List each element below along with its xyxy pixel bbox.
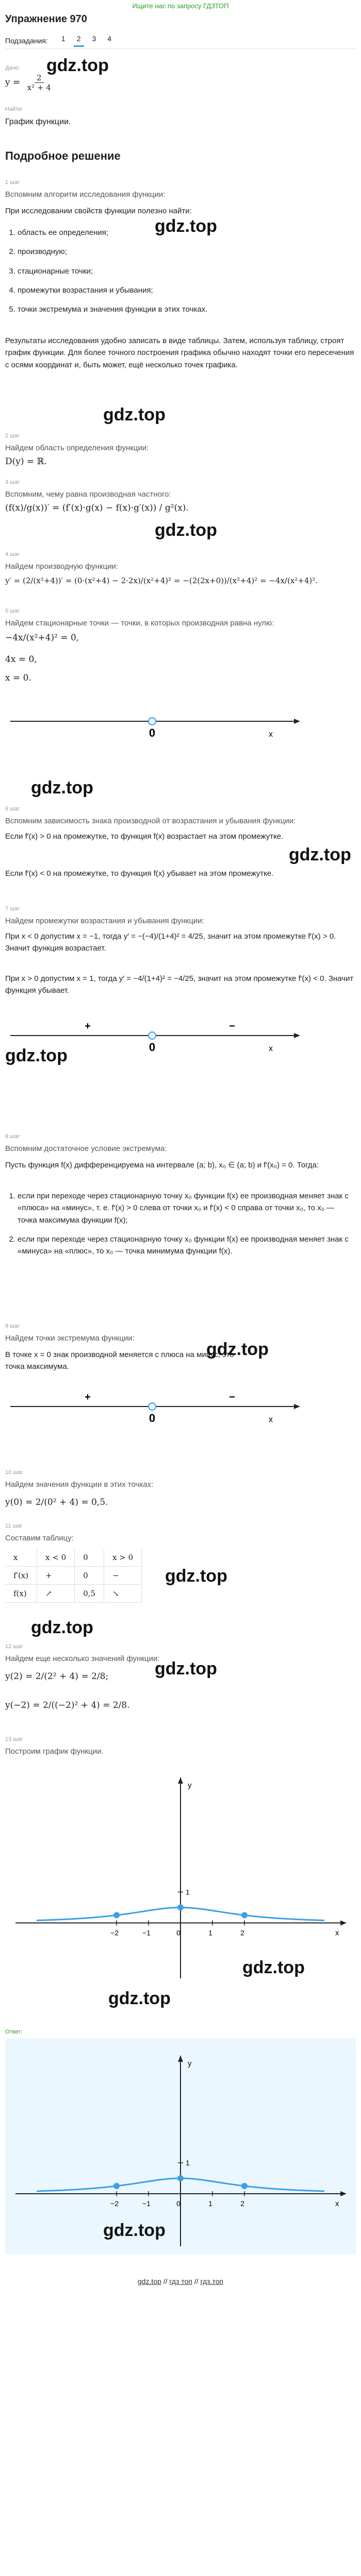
watermark: gdz.top xyxy=(5,1046,68,1065)
subtasks-nav xyxy=(5,33,361,48)
table-cell: 0 xyxy=(75,1567,104,1585)
x-tick-label: 1 xyxy=(208,1928,212,1937)
x-tick-label: −1 xyxy=(142,2199,151,2208)
x-tick-label: 2 xyxy=(240,1928,244,1937)
table-cell: f(x) xyxy=(5,1585,37,1603)
footer-link-gdz-dot-top[interactable]: гдз.топ xyxy=(200,2277,224,2285)
step-label: 1 шаг xyxy=(5,179,20,185)
step-text: Результаты исследования удобно записать в виде таблицы. Затем, используя таблицу, строят график функции. Для более точного построения графика обычно находят точки его пересечения с осями координат и, быть может, ещё несколько точек графика. xyxy=(5,336,354,369)
axis-arrow xyxy=(294,1404,300,1409)
step-label: 12 шаг xyxy=(5,1643,23,1650)
watermark: gdz.top xyxy=(103,405,166,425)
step-math: y′ = (2/(x²+4))′ = (0·(x²+4) − 2·2x)/(x²+4)² = −(2(2x+0))/(x²+4)² = −4x/(x²+4)². xyxy=(5,576,318,585)
minus-sign: − xyxy=(229,1392,235,1403)
step-math: −4x/(x²+4)² = 0, xyxy=(5,633,79,643)
table-cell: ↘ xyxy=(104,1585,142,1603)
answer-graph xyxy=(5,2045,356,2251)
y-axis-arrow xyxy=(178,2056,183,2062)
watermark: gdz.top xyxy=(289,845,351,865)
step-math: x = 0. xyxy=(5,673,31,683)
step-text: При x > 0 допустим x = 1, тогда y′ = −4/(1+4)² = −4/25, значит на этом промежутке f′(x) < 0. Значит функция убывает. xyxy=(5,974,354,995)
y-axis-arrow xyxy=(178,1777,183,1784)
step-math: D(y) = ℝ. xyxy=(5,456,47,467)
y-tick-label: 1 xyxy=(186,2159,190,2167)
x-tick-label: 2 xyxy=(240,2199,244,2208)
list-item: 2. если при переходе через стационарную точку x₀ функции f(x) ее производная меняет знак с «минуса» на «плюс», то x₀ — точка минимума функции f(x). xyxy=(18,1233,356,1258)
table-cell: 0,5 xyxy=(75,1585,104,1603)
x-axis-arrow xyxy=(340,1920,347,1925)
table-cell: x xyxy=(5,1549,37,1567)
step-label: 11 шаг xyxy=(5,1523,23,1529)
subtask-tab-2[interactable]: 2 xyxy=(77,35,81,47)
watermark: gdz.top xyxy=(108,1989,171,2008)
zero-label: 0 xyxy=(149,1412,156,1425)
stationary-point xyxy=(149,1032,156,1039)
step-text: Найдем область определения функции: xyxy=(5,444,149,452)
x-tick-label: 0 xyxy=(176,1928,180,1937)
sign-table xyxy=(5,1549,142,1603)
step-text: Вспомним, чему равна производная частного: xyxy=(5,490,171,499)
step-text: Если f′(x) < 0 на промежутке, то функция f(x) убывает на этом промежутке. xyxy=(5,869,274,878)
step-label: 2 шаг xyxy=(5,433,20,439)
footer-link-gdz-top-ru[interactable]: гдз топ xyxy=(169,2277,192,2285)
x-tick-label: 1 xyxy=(208,2199,212,2208)
subtasks-label: Подзадания: xyxy=(5,37,48,45)
x-tick-label: −1 xyxy=(142,1928,151,1937)
axis-arrow xyxy=(294,719,300,724)
table-cell: + xyxy=(37,1567,75,1585)
step-label: 9 шаг xyxy=(5,1323,20,1329)
x-label: x xyxy=(269,1044,273,1053)
list-item: 3. стационарные точки; xyxy=(18,265,356,277)
watermark: gdz.top xyxy=(206,1340,269,1359)
graph-point xyxy=(177,1904,184,1910)
watermark: gdz.top xyxy=(103,2221,166,2240)
step-text: Составим таблицу: xyxy=(5,1534,74,1543)
stationary-point xyxy=(149,1403,156,1410)
page-title: Упражнение 970 xyxy=(5,13,87,25)
step-text: При x < 0 допустим x = −1, тогда y′ = −(−4)/(1+4)² = 4/25, значит на этом промежутке f′(x) > 0. Значит функция возрастает. xyxy=(5,932,336,953)
watermark: gdz.top xyxy=(31,778,93,798)
find-chip: Найти: xyxy=(5,106,23,112)
find-text: График функции. xyxy=(5,117,71,126)
subtask-tab-4[interactable]: 4 xyxy=(107,35,112,43)
zero-label: 0 xyxy=(149,726,156,739)
table-cell: ↗ xyxy=(37,1585,75,1603)
footer-sep: // xyxy=(163,2277,168,2285)
table-row xyxy=(5,1585,142,1603)
stationary-point xyxy=(149,718,156,725)
function-graph xyxy=(5,1767,356,1984)
footer-sep: // xyxy=(194,2277,199,2285)
table-row xyxy=(5,1549,142,1567)
given-chip: Дано: xyxy=(5,65,20,71)
table-cell: 0 xyxy=(75,1549,104,1567)
axis-arrow xyxy=(294,1033,300,1038)
divider xyxy=(5,48,356,49)
step-math: y(0) = 2/(0² + 4) = 0,5. xyxy=(5,1497,108,1507)
watermark: gdz.top xyxy=(155,520,217,540)
step-math: y(−2) = 2/((−2)² + 4) = 2/8. xyxy=(5,1700,130,1710)
step-label: 7 шаг xyxy=(5,906,20,912)
step-text: Вспомним достаточное условие экстремума: xyxy=(5,1144,167,1153)
step-label: 5 шаг xyxy=(5,608,20,614)
step-math: 4x = 0, xyxy=(5,654,37,665)
solution-title: Подробное решение xyxy=(5,149,121,162)
zero-label: 0 xyxy=(149,1041,156,1054)
watermark: gdz.top xyxy=(165,1566,227,1586)
watermark: gdz.top xyxy=(155,216,217,236)
step-text: Вспомним алгоритм исследования функции: xyxy=(5,190,166,199)
table-cell: f′(x) xyxy=(5,1567,37,1585)
given-formula: y = $\frac{2}{\text{x² + 4}}$ xyxy=(5,73,51,92)
x-axis-label: x xyxy=(335,2199,339,2208)
number-line xyxy=(5,706,356,747)
graph-point xyxy=(113,1912,120,1918)
watermark: gdz.top xyxy=(31,1618,93,1637)
x-axis-arrow xyxy=(340,2191,347,2196)
graph-point xyxy=(113,2183,120,2189)
step-label: 6 шаг xyxy=(5,806,20,812)
footer xyxy=(0,2277,361,2285)
step-text: Если f′(x) > 0 на промежутке, то функция f(x) возрастает на этом промежутке. xyxy=(5,832,284,841)
y-axis-label: y xyxy=(188,2059,192,2068)
answer-label: Ответ: xyxy=(5,2029,23,2035)
step-text: Построим график функции. xyxy=(5,1747,104,1756)
step-text: Найдем еще несколько значений функции: xyxy=(5,1654,160,1663)
search-hint-link[interactable]: Ищите нас по запросу ГДЗТОП xyxy=(132,2,229,10)
step-label: 4 шаг xyxy=(5,551,20,557)
step-text: Найдем промежутки возрастания и убывания функции: xyxy=(5,917,204,925)
table-cell: − xyxy=(104,1567,142,1585)
plus-sign: + xyxy=(85,1392,91,1403)
x-label: x xyxy=(269,730,273,739)
graph-point xyxy=(177,2175,184,2181)
x-tick-label: −2 xyxy=(110,2199,119,2208)
watermark: gdz.top xyxy=(46,56,109,75)
step-text: Найдем производную функции: xyxy=(5,562,118,571)
step-text: Пусть функция f(x) дифференцируема на интервале (a; b), x₀ ∈ (a; b) и f′(x₀) = 0. Тогда: xyxy=(5,1161,319,1170)
step-text: При исследовании свойств функции полезно найти: xyxy=(5,207,192,215)
graph-point xyxy=(241,1912,248,1918)
step-label: 8 шаг xyxy=(5,1133,20,1140)
step-text: Найдем стационарные точки — точки, в которых производная равна нулю: xyxy=(5,619,274,628)
list-item: 5. точки экстремума и значения функции в этих точках. xyxy=(18,303,356,315)
step-list xyxy=(5,227,356,323)
minus-sign: − xyxy=(229,1021,235,1032)
x-tick-label: 0 xyxy=(176,2199,180,2208)
list-item: 2. производную; xyxy=(18,246,356,258)
plus-sign: + xyxy=(85,1021,91,1032)
step-text: Найдем точки экстремума функции: xyxy=(5,1334,135,1343)
y-tick-label: 1 xyxy=(186,1888,190,1896)
step-math: (f(x)/g(x))′ = (f′(x)·g(x) − f(x)·g′(x)) / g²(x). xyxy=(5,503,189,513)
step-math: y(2) = 2/(2² + 4) = 2/8; xyxy=(5,1671,109,1682)
subtask-tab-3[interactable]: 3 xyxy=(92,35,96,43)
table-row xyxy=(5,1567,142,1585)
step-label: 3 шаг xyxy=(5,479,20,485)
step-text: В точке x = 0 знак производной меняется с плюса на минус, это точка максимума. xyxy=(5,1350,234,1371)
graph-point xyxy=(241,2183,248,2189)
footer-link-gdztop[interactable]: gdz.top xyxy=(137,2277,161,2285)
list-item: 1. если при переходе через стационарную точку x₀ функции f(x) ее производная меняет знак с «плюса» на «минус», т. е. f′(x) > 0 слева от точки x₀ и f′(x) < 0 справа от точки x₀, то x₀ — точка максимума функции f(x); xyxy=(18,1190,356,1226)
step-text: Найдем значения функции в этих точках: xyxy=(5,1480,154,1489)
list-item: 4. промежутки возрастания и убывания; xyxy=(18,284,356,296)
table-cell: x < 0 xyxy=(37,1549,75,1567)
step-text: Вспомним зависимость знака производной от возрастания и убывания функции: xyxy=(5,817,296,825)
list-item: 1. область ее определения; xyxy=(18,227,356,239)
watermark: gdz.top xyxy=(155,1659,217,1679)
step-label: 10 шаг xyxy=(5,1469,23,1476)
watermark: gdz.top xyxy=(242,1958,305,1977)
table-cell: x > 0 xyxy=(104,1549,142,1567)
find-block xyxy=(5,103,71,130)
extremum-number-line xyxy=(5,1391,356,1427)
x-tick-label: −2 xyxy=(110,1928,119,1937)
y-axis-label: y xyxy=(188,1781,192,1790)
step-label: 13 шаг xyxy=(5,1736,23,1742)
subtask-tab-1[interactable]: 1 xyxy=(61,35,65,43)
x-label: x xyxy=(269,1415,273,1424)
step-list xyxy=(5,1190,356,1264)
x-axis-label: x xyxy=(335,1928,339,1938)
